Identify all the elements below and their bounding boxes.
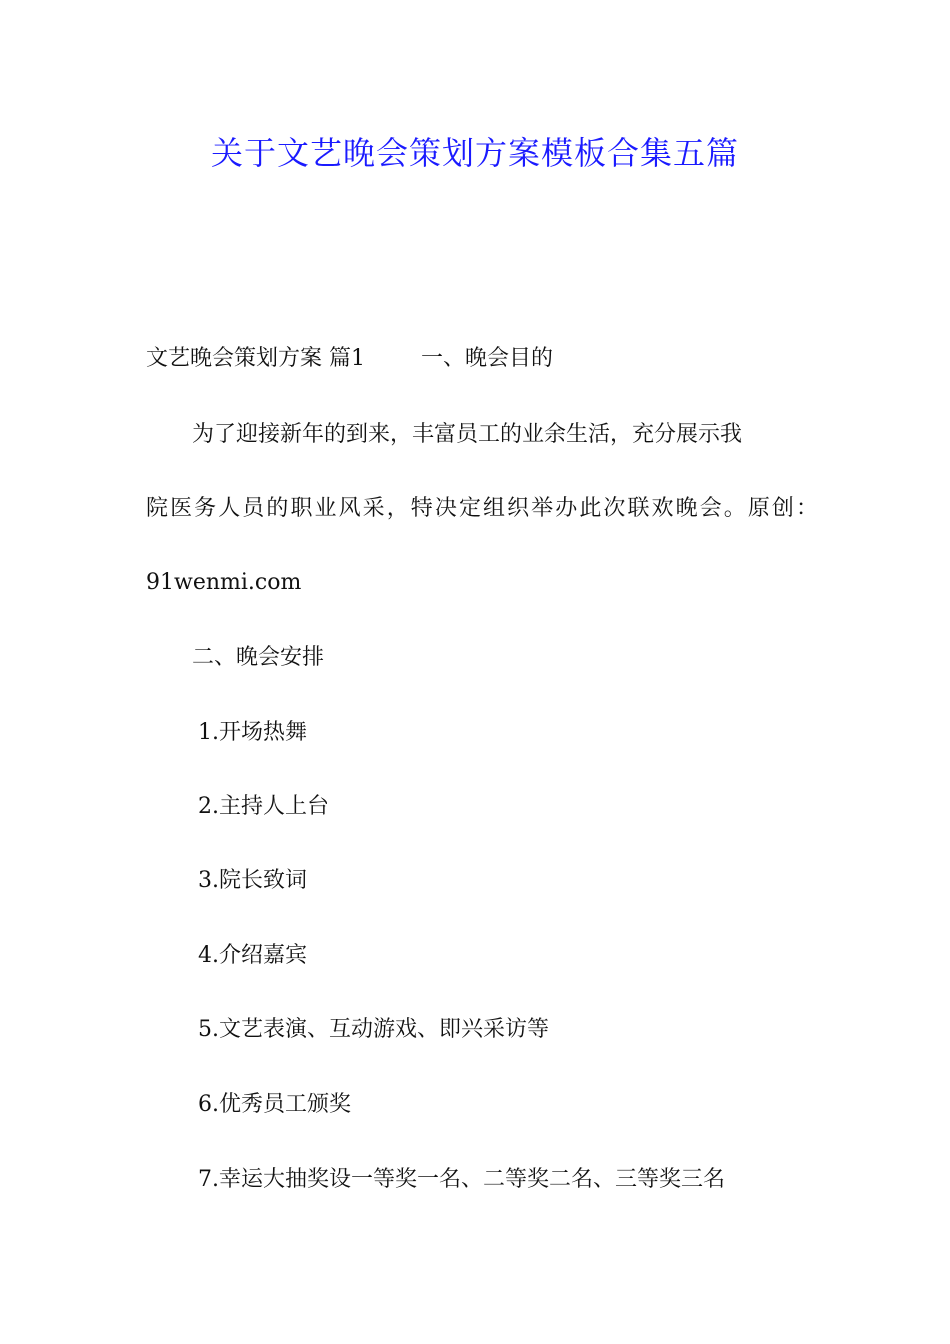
paragraph-line-2: 院医务人员的职业风采，特决定组织举办此次联欢晚会。原创： [146, 496, 818, 521]
list-item: 7.幸运大抽奖设一等奖一名、二等奖二名、三等奖三名 [198, 1167, 725, 1192]
section-heading-line [146, 344, 553, 374]
section-heading: 文艺晚会策划方案 篇1 [146, 346, 365, 371]
list-item: 4.介绍嘉宾 [198, 943, 307, 968]
heading-purpose: 一、晚会目的 [421, 346, 554, 371]
list-item: 2.主持人上台 [198, 794, 329, 819]
list-item: 5.文艺表演、互动游戏、即兴采访等 [198, 1017, 549, 1042]
list-item: 6.优秀员工颁奖 [198, 1092, 351, 1117]
list-item: 1.开场热舞 [198, 720, 307, 745]
document-title: 关于文艺晚会策划方案模板合集五篇 [210, 134, 739, 172]
heading-arrangement: 二、晚会安排 [192, 645, 325, 670]
list-item: 3.院长致词 [198, 868, 307, 893]
paragraph-line-1: 为了迎接新年的到来，丰富员工的业余生活，充分展示我 [192, 422, 743, 447]
paragraph-line-3: 91wenmi.com [146, 570, 302, 595]
